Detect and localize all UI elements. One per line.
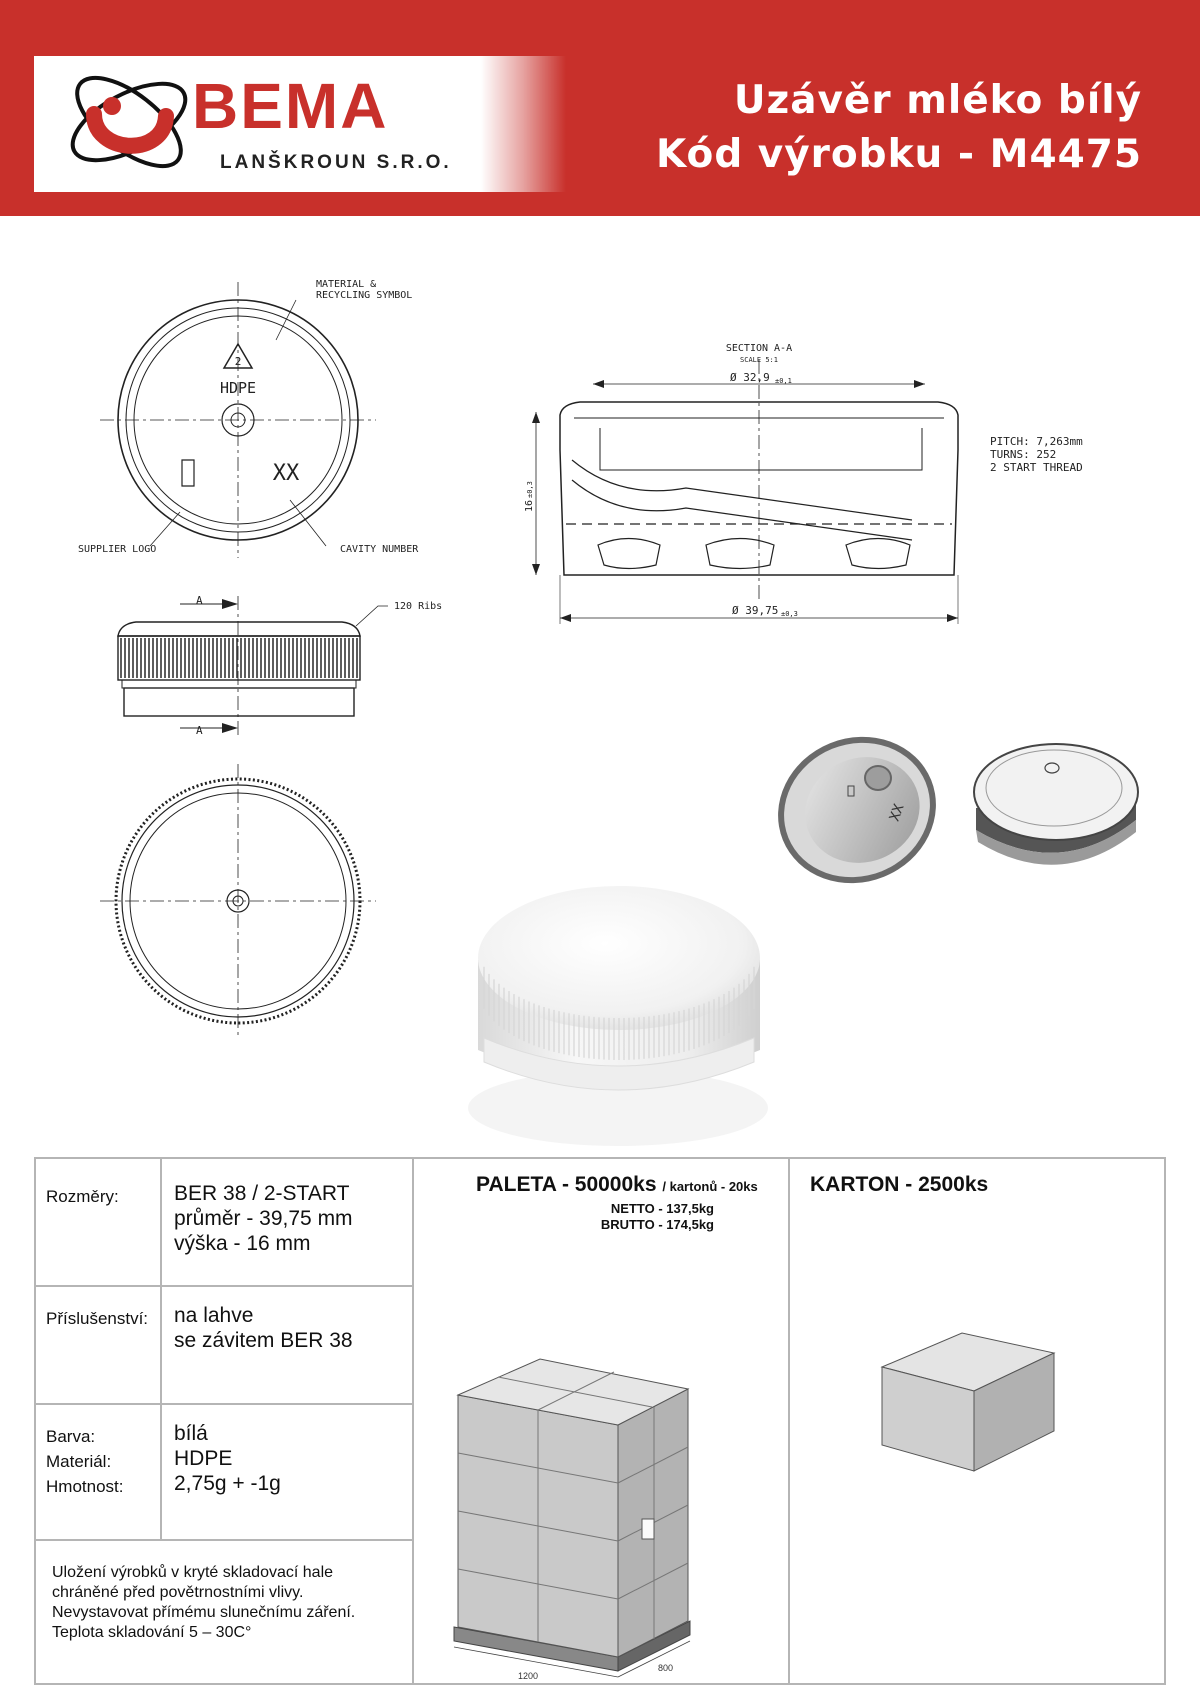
paleta-netto: NETTO - 137,5kg — [610, 1201, 714, 1216]
rozmery-diameter: průměr - 39,75 mm — [174, 1207, 353, 1230]
dim-height-tolerance: ±0,3 — [526, 481, 534, 498]
cavity-mark: XX — [272, 461, 300, 486]
thread-turns: TURNS: 252 — [990, 448, 1057, 461]
storage-line-4: Teplota skladování 5 – 30C° — [52, 1624, 252, 1641]
rozmery-label: Rozměry: — [46, 1187, 119, 1206]
spec-table — [34, 1157, 1166, 1685]
barva-value: bílá — [174, 1422, 208, 1445]
pallet-width: 800 — [658, 1663, 674, 1673]
top-view-drawing — [100, 282, 376, 558]
pallet-illustration — [444, 1255, 764, 1685]
hdpe-mark: HDPE — [219, 379, 257, 397]
ribs-pattern — [121, 638, 357, 678]
section-scale: SCALE 5:1 — [740, 356, 778, 364]
hmotnost-value: 2,75g + -1g — [174, 1472, 281, 1495]
supplier-logo-label: SUPPLIER LOGO — [78, 544, 157, 555]
material-symbol-label-1: MATERIAL & — [316, 279, 377, 290]
thread-pitch: PITCH: 7,263mm — [990, 435, 1083, 448]
barva-label: Barva: — [46, 1427, 96, 1446]
storage-note — [52, 1563, 355, 1643]
material-symbol-label-2: RECYCLING SYMBOL — [316, 290, 413, 301]
prislusenstvi-line-2: se závitem BER 38 — [174, 1329, 353, 1352]
dim-outer-diameter: Ø 39,75 — [732, 604, 779, 617]
dim-outer-tolerance: ±0,3 — [781, 610, 798, 618]
cap-render-outside — [974, 744, 1138, 865]
dim-inner-tolerance: ±0,1 — [775, 377, 792, 385]
paleta-brutto: BRUTTO - 174,5kg — [600, 1217, 714, 1232]
header-banner — [0, 0, 1200, 216]
thread-start: 2 START THREAD — [990, 461, 1083, 474]
product-code: Kód výrobku - M4475 — [655, 132, 1142, 177]
section-marker-bottom: A — [196, 724, 203, 737]
section-title: SECTION A-A — [725, 343, 793, 354]
dim-inner-diameter: Ø 32,9 — [730, 371, 770, 384]
hmotnost-label: Hmotnost: — [46, 1477, 124, 1496]
paleta-title — [476, 1173, 758, 1197]
section-view-drawing — [532, 360, 958, 624]
rozmery-thread: BER 38 / 2-START — [174, 1182, 350, 1205]
paleta-cartons: / kartonů - 20ks — [662, 1179, 758, 1194]
rozmery-height: výška - 16 mm — [174, 1232, 311, 1255]
cap-render-inside — [756, 713, 958, 906]
material-value: HDPE — [174, 1447, 233, 1470]
storage-line-3: Nevystavovat přímému slunečnímu záření. — [52, 1604, 356, 1621]
technical-drawings — [0, 216, 1200, 1146]
section-marker-top: A — [196, 594, 203, 607]
storage-line-1: Uložení výrobků v kryté skladovací hale — [52, 1564, 334, 1581]
product-title: Uzávěr mléko bílý — [733, 78, 1142, 123]
svg-text:XX: XX — [886, 802, 908, 824]
cavity-number-label: CAVITY NUMBER — [340, 544, 419, 555]
company-logo — [34, 56, 566, 192]
bema-logo-icon — [54, 62, 204, 188]
prislusenstvi-line-1: na lahve — [174, 1304, 254, 1327]
bottom-view-drawing — [100, 764, 376, 1038]
logo-subtitle: LANŠKROUN S.R.O. — [220, 152, 452, 173]
prislusenstvi-label: Příslušenství: — [46, 1309, 149, 1328]
ribs-label: 120 Ribs — [394, 601, 443, 612]
carton-illustration — [878, 1321, 1078, 1481]
logo-wordmark: BEMA — [192, 70, 389, 142]
paleta-quantity: PALETA - 50000ks — [476, 1173, 657, 1196]
cap-photo-white — [468, 886, 768, 1146]
pallet-length: 1200 — [518, 1671, 539, 1681]
storage-line-2: chráněné před povětrnostními vlivy. — [52, 1584, 304, 1601]
material-label: Materiál: — [46, 1452, 112, 1471]
karton-title: KARTON - 2500ks — [810, 1173, 989, 1196]
dim-height: 16 — [524, 499, 535, 512]
recycle-number: 2 — [234, 355, 242, 368]
